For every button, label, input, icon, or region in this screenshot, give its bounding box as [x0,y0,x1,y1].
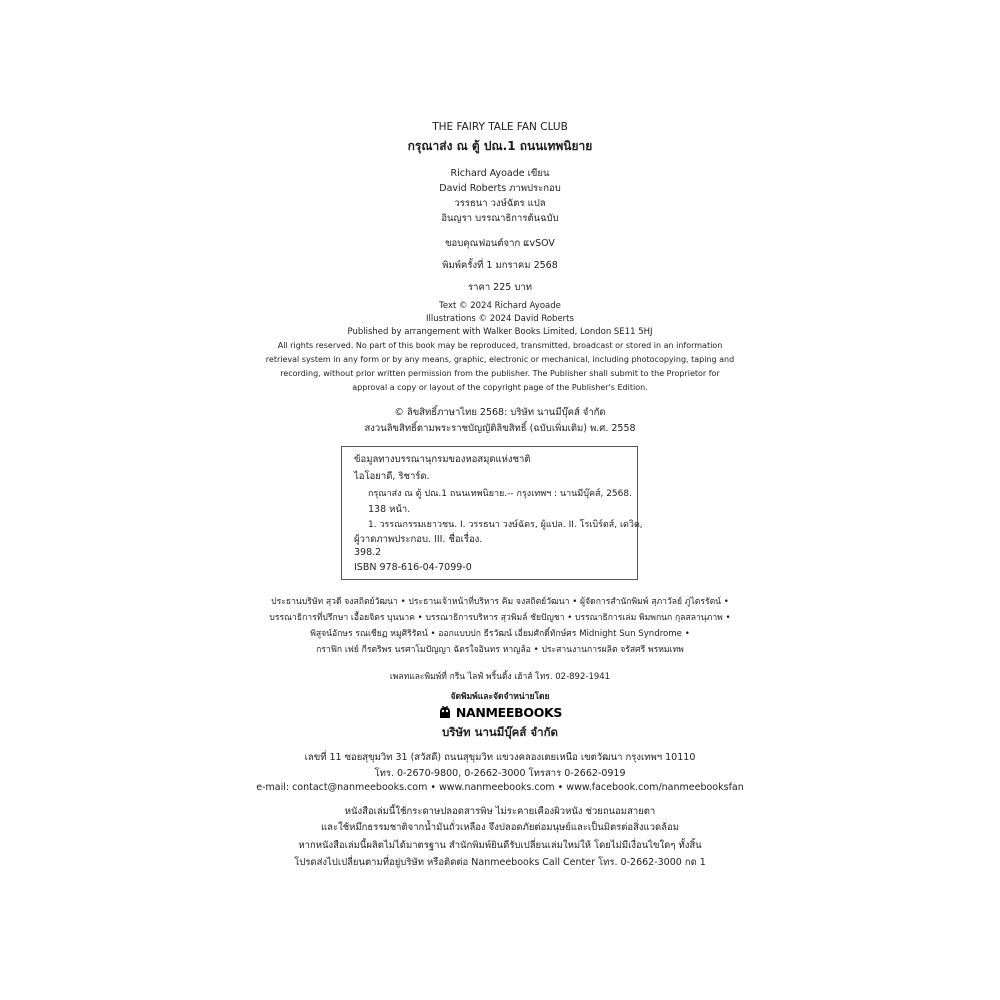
cip-classification: 398.2 [354,547,382,558]
rights-notice-line: recording, without prior written permission from the publisher. The Publisher shall submit to the Proprietor for [280,369,720,378]
staff-line: บรรณาธิการที่ปรึกษา เอื้อยจิตร บุนนาค • บรรณาธิการบริหาร สุวพิมล์ ชัยปัญชา • บรรณาธิการเล่ม พิมพกนก กุลสลานุภาพ • [269,613,731,623]
company-name: บริษัท นานมีบุ๊คส์ จำกัด [441,725,559,739]
price: ราคา 225 บาท [468,282,532,293]
series-title: THE FAIRY TALE FAN CLUB [432,121,568,133]
rights-notice-line: All rights reserved. No part of this book may be reproduced, transmitted, broadcast or stored in an information [277,341,723,350]
footer-line: หนังสือเล่มนี้ใช้กระดาษปลอดสารพิษ ไม่ระคายเคืองผิวหนัง ช่วยถนอมสายตา [344,806,656,817]
thai-copyright: © ลิขสิทธิ์ภาษาไทย 2568: บริษัท นานมีบุ๊คส์ จำกัด [394,407,606,418]
print-date: พิมพ์ครั้งที่ 1 มกราคม 2568 [442,260,558,271]
publisher-logo [0,704,1000,723]
cip-pages: 138 หน้า. [368,504,411,515]
book-title: กรุณาส่ง ณ ตู้ ปณ.1 ถนนเทพนิยาย [407,139,593,153]
cip-isbn: ISBN 978-616-04-7099-0 [354,562,472,573]
credit-translator: วรรธนา วงษ์ฉัตร แปล [454,198,546,209]
credit-editor: อินญรา บรรณาธิการต้นฉบับ [441,213,559,224]
font-thanks: ขอบคุณฟอนต์จาก ແvSOV [445,238,555,249]
staff-line: กราฟิก เฟย์ กีรตริพร นรศาโมปัญญา ฉัตรใจอินทร หาญล้อ • ประสานงานการผลิต จรัสศรี พรหมเทพ [316,645,684,655]
cip-author: ไอโอยาดี, ริชาร์ด. [354,471,430,482]
published-by: Published by arrangement with Walker Books Limited, London SE11 5HJ [347,327,653,337]
thai-rights-reserved: สงวนลิขสิทธิ์ตามพระราชบัญญัติลิขสิทธิ์ (ฉบับเพิ่มเติม) พ.ศ. 2558 [364,423,636,434]
footer-line: และใช้หมึกธรรมชาติจากน้ำมันถั่วเหลือง จึงปลอดภัยต่อมนุษย์และเป็นมิตรต่อสิ่งแวดล้อม [321,822,679,833]
text-copyright: Text © 2024 Richard Ayoade [439,301,561,311]
staff-line: ประธานบริษัท สุวดี จงสถิตย์วัฒนา • ประธานเจ้าหน้าที่บริหาร คิม จงสถิตย์วัฒนา • ผู้จัดการสำนักพิมพ์ สุภาวัลย์ ภู่ไตรรัตน์ • [271,597,729,607]
contact-line: e-mail: contact@nanmeebooks.com • www.nanmeebooks.com • www.facebook.com/nanmeebooksfan [256,782,744,793]
printer-info: เพลทและพิมพ์ที่ กรีน ไลฟ์ พริ้นติ้ง เฮ้าส์ โทร. 02-892-1941 [389,672,611,682]
footer-line: หากหนังสือเล่มนี้ผลิตไม่ได้มาตรฐาน สำนักพิมพ์ยินดีรับเปลี่ยนเล่มใหม่ให้ โดยไม่มีเงื่อนไขใดๆ ทั้งสิ้น [298,840,702,851]
credit-author: Richard Ayoade เขียน [450,168,550,179]
credit-illustrator: David Roberts ภาพประกอบ [439,183,561,194]
distributor-label: จัดพิมพ์และจัดจำหน่ายโดย [450,692,550,702]
address-line: เลขที่ 11 ซอยสุขุมวิท 31 (สวัสดี) ถนนสุขุมวิท แขวงคลองเตยเหนือ เขตวัฒนา กรุงเทพฯ 10110 [304,752,696,763]
footer-line: โปรดส่งไปเปลี่ยนตามที่อยู่บริษัท หรือติดต่อ Nanmeebooks Call Center โทร. 0-2662-3000 กด 1 [294,857,706,868]
phone-line: โทร. 0-2670-9800, 0-2662-3000 โทรสาร 0-2662-0919 [374,768,626,779]
illustrations-copyright: Illustrations © 2024 David Roberts [426,314,574,324]
cip-subjects-cont: ผู้วาดภาพประกอบ. III. ชื่อเรื่อง. [354,534,483,545]
cip-subjects: 1. วรรณกรรมเยาวชน. I. วรรธนา วงษ์ฉัตร, ผู้แปล. II. โรเบิร์ตส์, เดวิด, [368,520,643,530]
rights-notice-line: retrieval system in any form or by any means, graphic, electronic or mechanical, including photocopying, taping and [265,355,735,364]
cip-title: กรุณาส่ง ณ ตู้ ปณ.1 ถนนเทพนิยาย.-- กรุงเทพฯ : นานมีบุ๊คส์, 2568. [368,489,632,499]
rights-notice-line: approval a copy or layout of the copyright page of the Publisher's Edition. [352,383,648,392]
cip-heading: ข้อมูลทางบรรณานุกรมของหอสมุดแห่งชาติ [354,454,531,465]
logo-wordmark: NANMEEBOOKS [455,704,563,720]
mascot-icon [438,705,452,719]
staff-line: พิสูจน์อักษร รณเชียฏ หมูศิริรัตน์ • ออกแบบปก ธีรวัฒน์ เอี่ยมศักดิ์ทักษ์ศร Midnight Sun Syndrome • [310,629,690,639]
